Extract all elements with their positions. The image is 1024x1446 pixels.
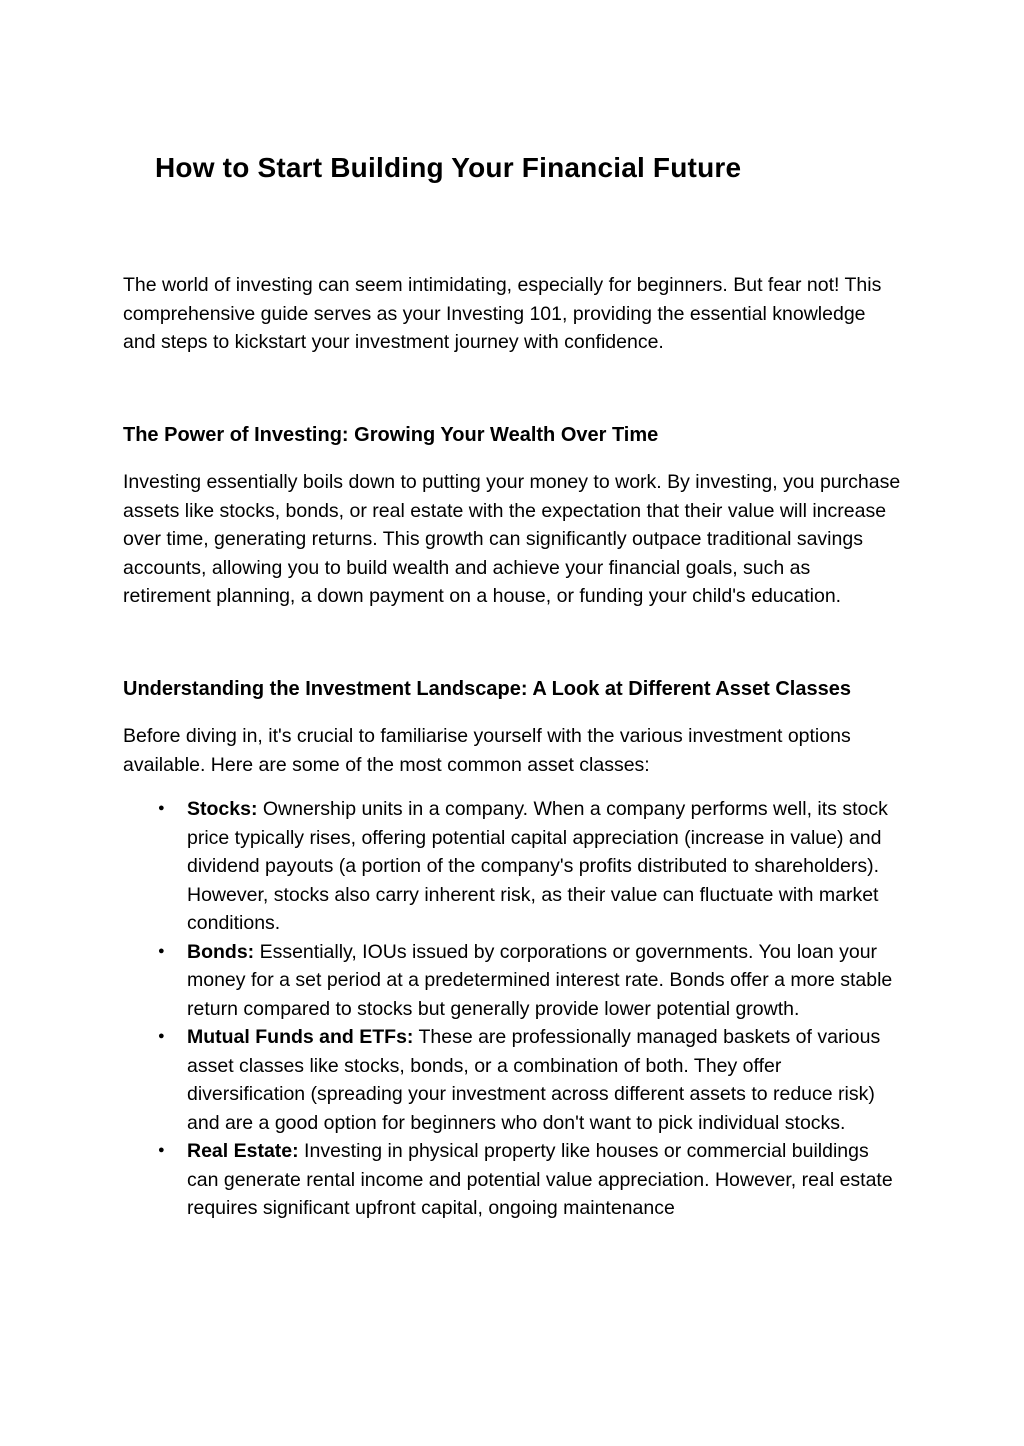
bullet-label: Mutual Funds and ETFs: bbox=[187, 1026, 414, 1048]
bullet-text: Essentially, IOUs issued by corporations or governments. You loan your money for a set period at a predetermined interest rate. Bonds offer a more stable return compared to stocks but generally provide lower potential growth. bbox=[187, 940, 893, 1020]
bullet-label: Stocks: bbox=[187, 798, 258, 820]
section-heading-power-of-investing: The Power of Investing: Growing Your Wealth Over Time bbox=[123, 423, 659, 446]
section-paragraph-power-of-investing: Investing essentially boils down to putting your money to work. By investing, you purchase assets like stocks, bonds, or real estate with the expectation that their value will increase over time, generating returns. This growth can significantly outpace traditional savings accounts, allowing you to build wealth and achieve your financial goals, such as retirement planning, a down payment on a house, or funding your child's education. bbox=[123, 471, 901, 607]
bullet-text: These are professionally managed baskets of various asset classes like stocks, bonds, or a combination of both. They offer diversification (spreading your investment across different assets to reduce risk) and are a good option for beginners who don't want to pick individual stocks. bbox=[187, 1026, 881, 1134]
list-item-bonds bbox=[187, 938, 901, 1024]
list-item-stocks bbox=[187, 795, 901, 938]
bullet-label: Bonds: bbox=[187, 940, 255, 963]
bullet-text: Investing in physical property like houses or commercial buildings can generate rental income and potential value appreciation. However, real estate requires significant upfront capital, ongoing maintenance bbox=[187, 1140, 893, 1219]
bullet-text: Ownership units in a company. When a company performs well, its stock price typically rises, offering potential capital appreciation (increase in value) and dividend payouts (a portion of the company's profits distributed to shareholders). However, stocks also carry inherent risk, as their value can fluctuate with market conditions. bbox=[187, 798, 888, 934]
document-title: How to Start Building Your Financial Future bbox=[155, 152, 742, 183]
list-item-real-estate bbox=[187, 1137, 901, 1223]
intro-paragraph: The world of investing can seem intimidating, especially for beginners. But fear not! This comprehensive guide serves as your Investing 101, providing the essential knowledge and steps to kickstart your investment journey with confidence. bbox=[123, 274, 882, 353]
section-paragraph-investment-landscape: Before diving in, it's crucial to familiarise yourself with the various investment options available. Here are some of the most common asset classes: bbox=[123, 725, 851, 776]
section-heading-investment-landscape: Understanding the Investment Landscape: A Look at Different Asset Classes bbox=[123, 677, 851, 700]
asset-classes-list bbox=[123, 795, 901, 1223]
bullet-label: Real Estate: bbox=[187, 1140, 299, 1162]
list-item-mutual-funds-etfs bbox=[187, 1023, 901, 1137]
